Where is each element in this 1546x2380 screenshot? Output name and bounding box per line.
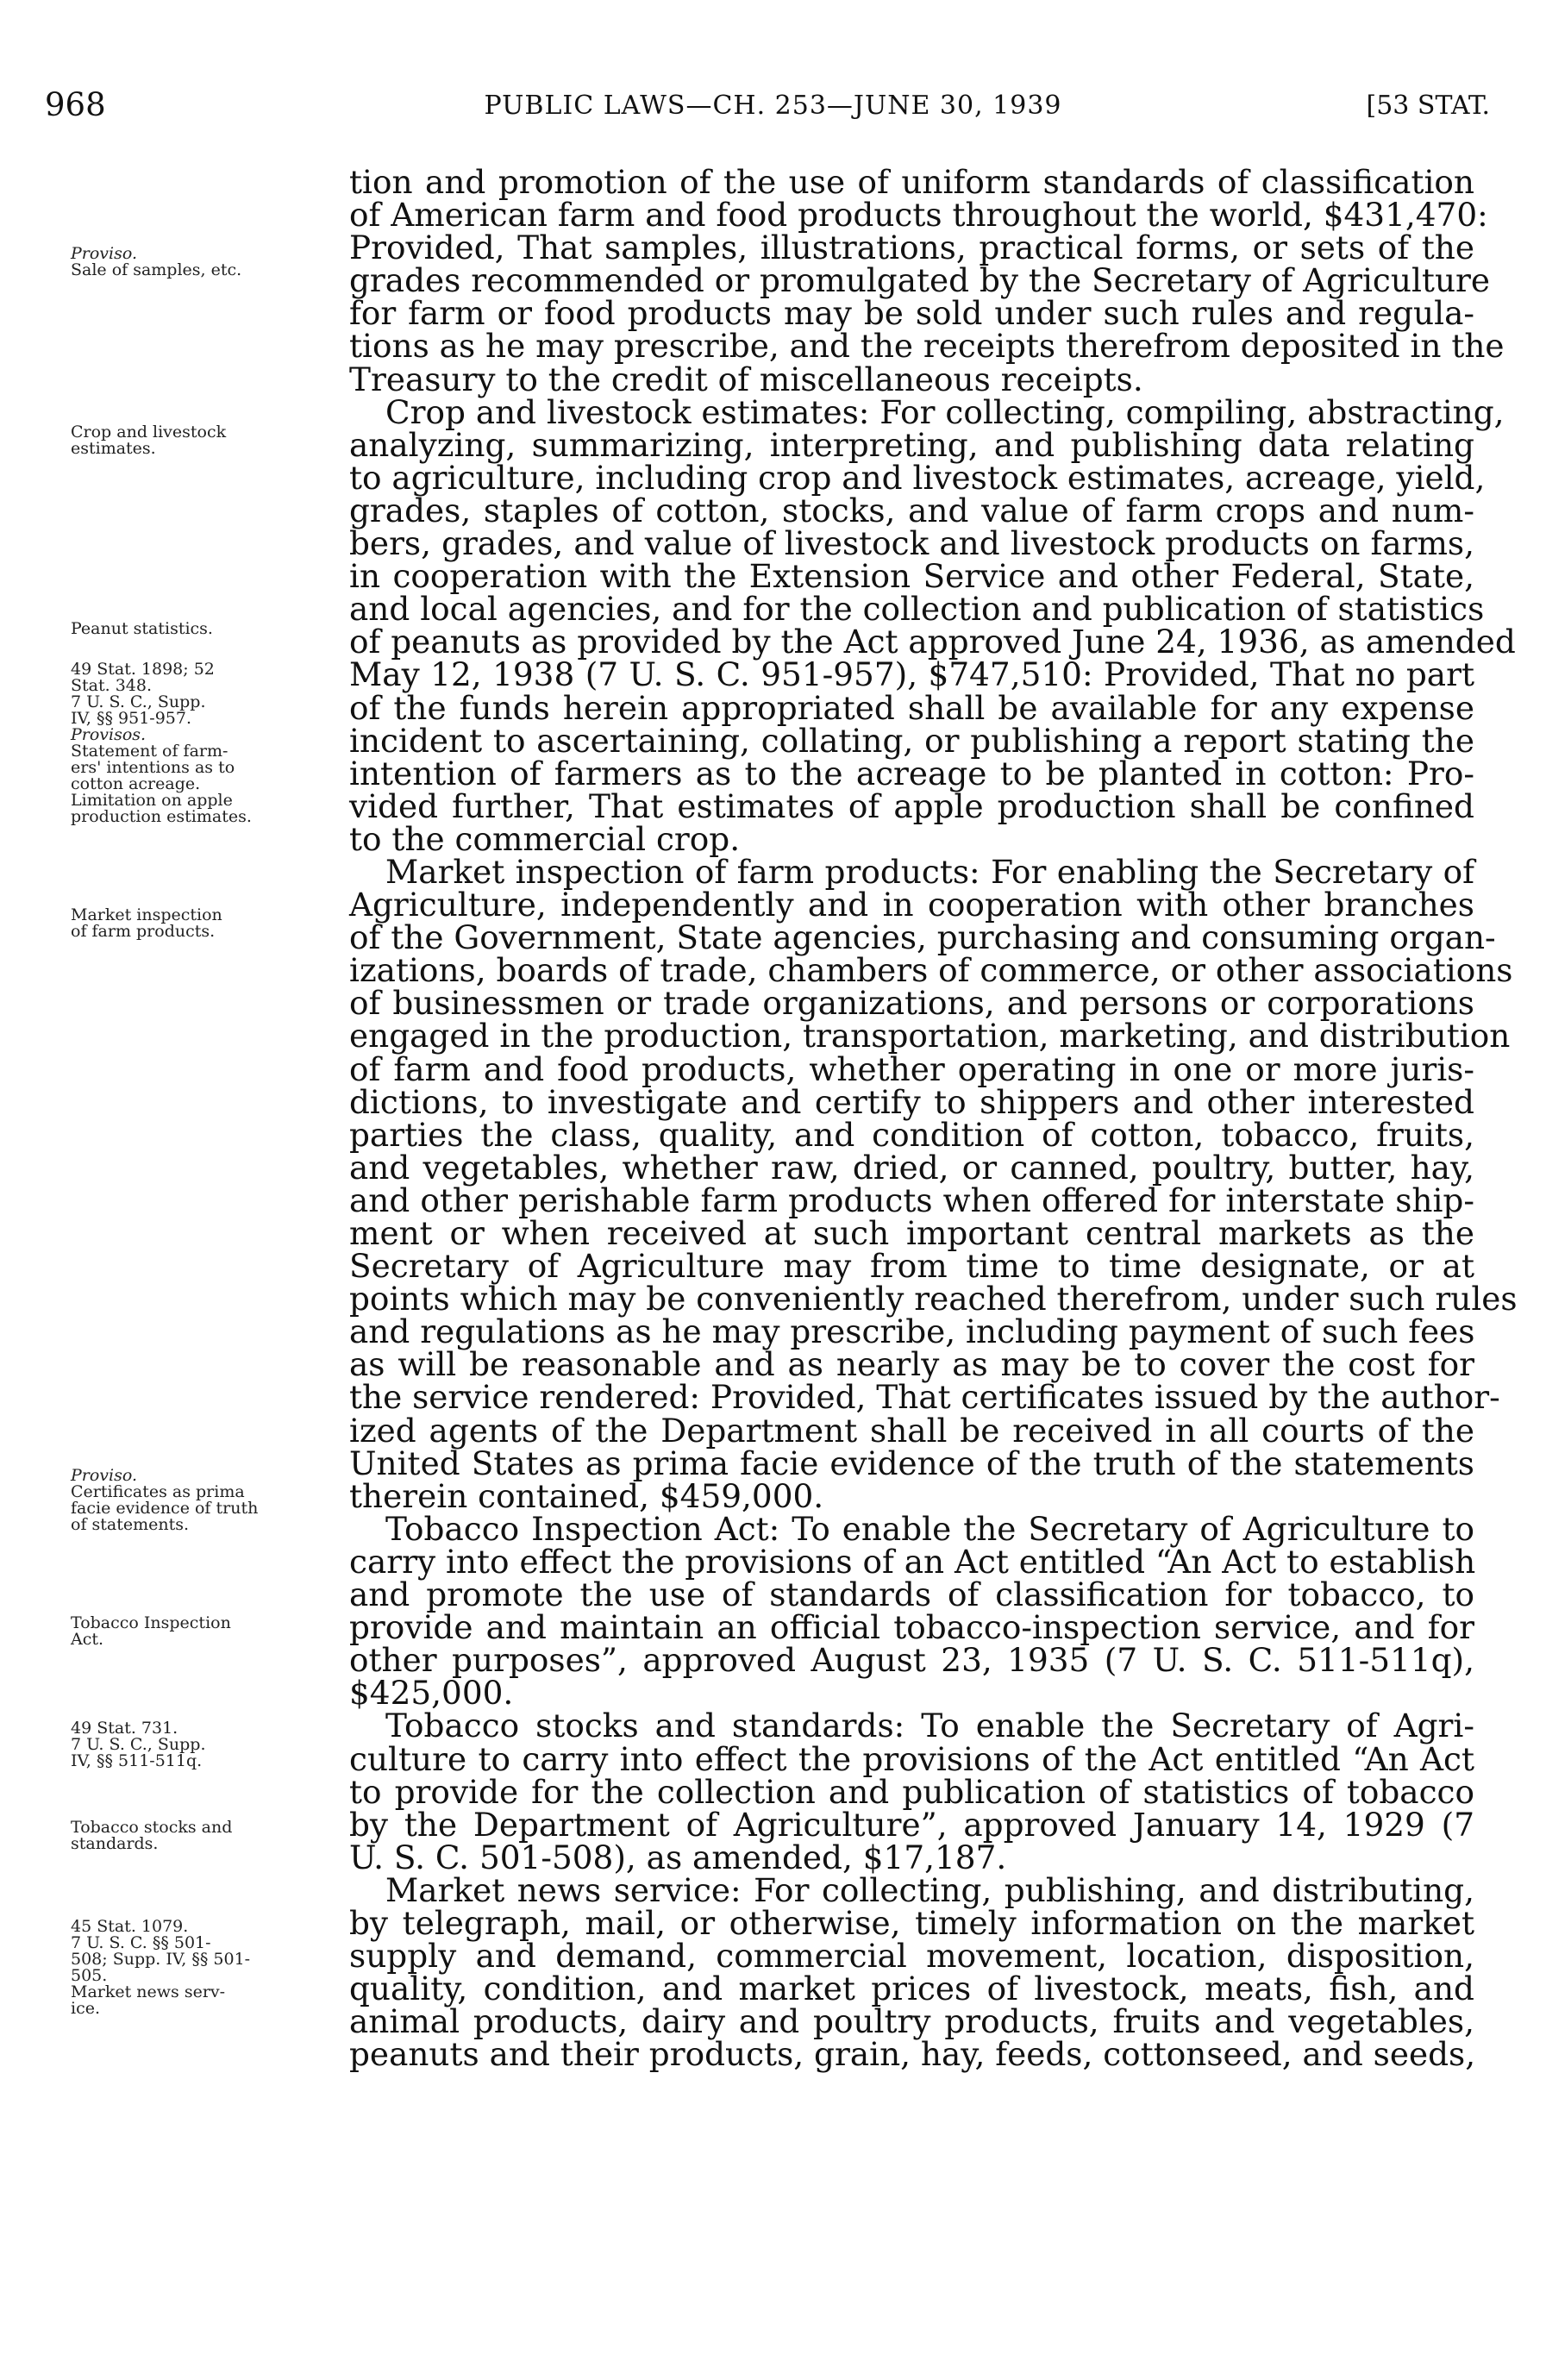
margin-note-line: Limitation on apple bbox=[71, 791, 233, 810]
margin-note-line: 508; Supp. IV, §§ 501- bbox=[71, 1950, 251, 1969]
margin-note-line: 505. bbox=[71, 1966, 108, 1985]
margin-note-line: Proviso. bbox=[71, 1466, 138, 1485]
text-line: of the Government, State agencies, purchasing and consuming organ- bbox=[349, 918, 1496, 957]
text-line: as will be reasonable and as nearly as may be to cover the cost for bbox=[349, 1345, 1474, 1384]
page-header bbox=[0, 86, 1546, 138]
margin-note-market-inspection bbox=[71, 907, 329, 940]
text-line: ment or when received at such important central markets as the bbox=[349, 1214, 1474, 1252]
margin-note-line: Act. bbox=[71, 1630, 104, 1649]
margin-note-tobacco-citations bbox=[71, 1720, 329, 1769]
margin-note-tobacco-inspection bbox=[71, 1615, 329, 1648]
text-line: engaged in the production, transportation, marketing, and distribution bbox=[349, 1017, 1511, 1055]
margin-note-line: standards. bbox=[71, 1834, 159, 1853]
margin-note-line: ice. bbox=[71, 1999, 101, 2018]
text-line: U. S. C. 501-508), as amended, $17,187. bbox=[349, 1838, 1007, 1876]
text-line: Tobacco Inspection Act: To enable the Secretary of Agriculture to bbox=[385, 1509, 1474, 1548]
text-line: provide and maintain an official tobacco-inspection service, and for bbox=[349, 1608, 1474, 1647]
text-line: the service rendered: Provided, That certificates issued by the author- bbox=[349, 1378, 1500, 1417]
running-title: PUBLIC LAWS—CH. 253—JUNE 30, 1939 bbox=[484, 91, 1062, 121]
margin-note-line: production estimates. bbox=[71, 807, 252, 826]
text-line: incident to ascertaining, collating, or publishing a report stating the bbox=[349, 721, 1474, 760]
text-line: Tobacco stocks and standards: To enable the Secretary of Agri- bbox=[385, 1707, 1474, 1745]
margin-note-peanut-citations bbox=[71, 661, 329, 825]
margin-note-line: 7 U. S. C., Supp. bbox=[71, 692, 206, 711]
text-line: dictions, to investigate and certify to shippers and other interested bbox=[349, 1082, 1474, 1121]
margin-note-line: 45 Stat. 1079. bbox=[71, 1917, 189, 1936]
margin-note-line: 49 Stat. 731. bbox=[71, 1719, 178, 1738]
margin-note-line: of farm products. bbox=[71, 922, 216, 941]
text-line: animal products, dairy and poultry products, fruits and vegetables, bbox=[349, 2002, 1474, 2041]
text-line: and promote the use of standards of classification for tobacco, to bbox=[349, 1575, 1474, 1614]
text-line: to provide for the collection and publication of statistics of tobacco bbox=[349, 1772, 1474, 1811]
text-line: and local agencies, and for the collection and publication of statistics bbox=[349, 590, 1485, 629]
text-line: Crop and livestock estimates: For collecting, compiling, abstracting, bbox=[385, 392, 1505, 431]
text-line: grades, staples of cotton, stocks, and value of farm crops and num- bbox=[349, 491, 1474, 529]
margin-note-line: ers' intentions as to bbox=[71, 758, 235, 777]
text-line: therein contained, $459,000. bbox=[349, 1476, 824, 1515]
text-line: and vegetables, whether raw, dried, or canned, poultry, butter, hay, bbox=[349, 1148, 1474, 1187]
text-line: culture to carry into effect the provisions of the Act entitled “An Act bbox=[349, 1739, 1474, 1778]
text-line: Market news service: For collecting, publishing, and distributing, bbox=[385, 1870, 1474, 1909]
text-line: carry into effect the provisions of an Act entitled “An Act to establish bbox=[349, 1542, 1476, 1581]
margin-note-line: Proviso. bbox=[71, 244, 138, 263]
margin-note-line: of statements. bbox=[71, 1515, 190, 1534]
margin-note-line: Crop and livestock bbox=[71, 423, 227, 442]
page-number: 968 bbox=[45, 86, 106, 123]
text-line: ized agents of the Department shall be received in all courts of the bbox=[349, 1411, 1474, 1450]
margin-note-peanut-statistics bbox=[71, 621, 329, 637]
text-line: quality, condition, and market prices of livestock, meats, fish, and bbox=[349, 1970, 1474, 2008]
text-line: of farm and food products, whether operating in one or more juris- bbox=[349, 1049, 1474, 1088]
margin-note-line: Market inspection bbox=[71, 905, 222, 924]
margin-note-line: Tobacco Inspection bbox=[71, 1613, 231, 1632]
text-line: to agriculture, including crop and livestock estimates, acreage, yield, bbox=[349, 458, 1486, 497]
margin-note-line: 7 U. S. C., Supp. bbox=[71, 1735, 206, 1754]
margin-note-line: Stat. 348. bbox=[71, 676, 152, 695]
text-line: May 12, 1938 (7 U. S. C. 951-957), $747,510: Provided, That no part bbox=[349, 655, 1474, 694]
text-line: of peanuts as provided by the Act approved June 24, 1936, as amended bbox=[349, 623, 1516, 661]
text-line: points which may be conveniently reached therefrom, under such rules bbox=[349, 1280, 1518, 1318]
margin-note-line: Peanut statistics. bbox=[71, 619, 213, 638]
margin-note-line: Provisos. bbox=[71, 725, 147, 744]
text-line: other purposes”, approved August 23, 1935 (7 U. S. C. 511-511q), bbox=[349, 1641, 1474, 1680]
margin-note-sale-of-samples bbox=[71, 246, 329, 279]
margin-note-line: Sale of samples, etc. bbox=[71, 260, 242, 279]
text-line: Market inspection of farm products: For enabling the Secretary of bbox=[385, 852, 1474, 891]
text-line: parties the class, quality, and condition of cotton, tobacco, fruits, bbox=[349, 1115, 1474, 1154]
text-line: intention of farmers as to the acreage to be planted in cotton: Pro- bbox=[349, 754, 1474, 792]
text-line: by the Department of Agriculture”, approved January 14, 1929 (7 bbox=[349, 1805, 1474, 1844]
margin-note-line: 7 U. S. C. §§ 501- bbox=[71, 1933, 211, 1952]
margin-note-line: Market news serv- bbox=[71, 1982, 226, 2001]
text-line: by telegraph, mail, or otherwise, timely information on the market bbox=[349, 1903, 1474, 1942]
text-line: of American farm and food products throughout the world, $431,470: bbox=[349, 196, 1488, 235]
text-line: and regulations as he may prescribe, including payment of such fees bbox=[349, 1312, 1475, 1351]
text-line: supply and demand, commercial movement, location, disposition, bbox=[349, 1937, 1474, 1976]
margin-note-line: 49 Stat. 1898; 52 bbox=[71, 660, 215, 679]
text-line: analyzing, summarizing, interpreting, and publishing data relating bbox=[349, 425, 1474, 464]
text-line: Treasury to the credit of miscellaneous receipts. bbox=[349, 360, 1143, 398]
margin-note-line: facie evidence of truth bbox=[71, 1499, 259, 1518]
body-text bbox=[349, 163, 1518, 2074]
text-line: vided further, That estimates of apple production shall be confined bbox=[349, 786, 1474, 825]
text-line: for farm or food products may be sold under such rules and regula- bbox=[349, 294, 1474, 333]
text-line: United States as prima facie evidence of the truth of the statements bbox=[349, 1444, 1474, 1482]
margin-note-market-news bbox=[71, 1919, 329, 2017]
margin-note-certificates bbox=[71, 1468, 329, 1533]
text-line: in cooperation with the Extension Service and other Federal, State, bbox=[349, 557, 1474, 596]
statute-reference: [53 STAT. bbox=[1366, 91, 1490, 121]
text-line: grades recommended or promulgated by the Secretary of Agriculture bbox=[349, 261, 1491, 300]
margin-note-line: IV, §§ 951-957. bbox=[71, 709, 192, 728]
margin-note-line: IV, §§ 511-511q. bbox=[71, 1751, 203, 1770]
margin-note-crop-livestock bbox=[71, 424, 329, 457]
text-line: bers, grades, and value of livestock and livestock products on farms, bbox=[349, 524, 1474, 563]
margin-note-tobacco-stocks bbox=[71, 1819, 329, 1852]
text-line: Agriculture, independently and in cooperation with other branches bbox=[349, 886, 1474, 924]
text-line: of the funds herein appropriated shall be available for any expense bbox=[349, 688, 1474, 727]
text-line: peanuts and their products, grain, hay, feeds, cottonseed, and seeds, bbox=[349, 2035, 1476, 2074]
text-line: $425,000. bbox=[349, 1674, 514, 1713]
text-line: tions as he may prescribe, and the receipts therefrom deposited in the bbox=[349, 327, 1505, 366]
margin-note-line: Tobacco stocks and bbox=[71, 1818, 233, 1837]
margin-note-line: estimates. bbox=[71, 439, 156, 458]
text-line: to the commercial crop. bbox=[349, 819, 741, 858]
text-line: izations, boards of trade, chambers of commerce, or other associations bbox=[349, 951, 1513, 990]
margin-note-line: Certificates as prima bbox=[71, 1482, 245, 1501]
text-line: tion and promotion of the use of uniform standards of classification bbox=[349, 163, 1474, 201]
text-line: Secretary of Agriculture may from time to time designate, or at bbox=[349, 1247, 1474, 1286]
margin-note-line: cotton acreage. bbox=[71, 774, 201, 793]
margin-note-line: Statement of farm- bbox=[71, 742, 228, 761]
text-line: of businessmen or trade organizations, and persons or corporations bbox=[349, 984, 1474, 1023]
text-line: and other perishable farm products when offered for interstate ship- bbox=[349, 1181, 1474, 1219]
text-line: Provided, That samples, illustrations, practical forms, or sets of the bbox=[349, 229, 1474, 267]
